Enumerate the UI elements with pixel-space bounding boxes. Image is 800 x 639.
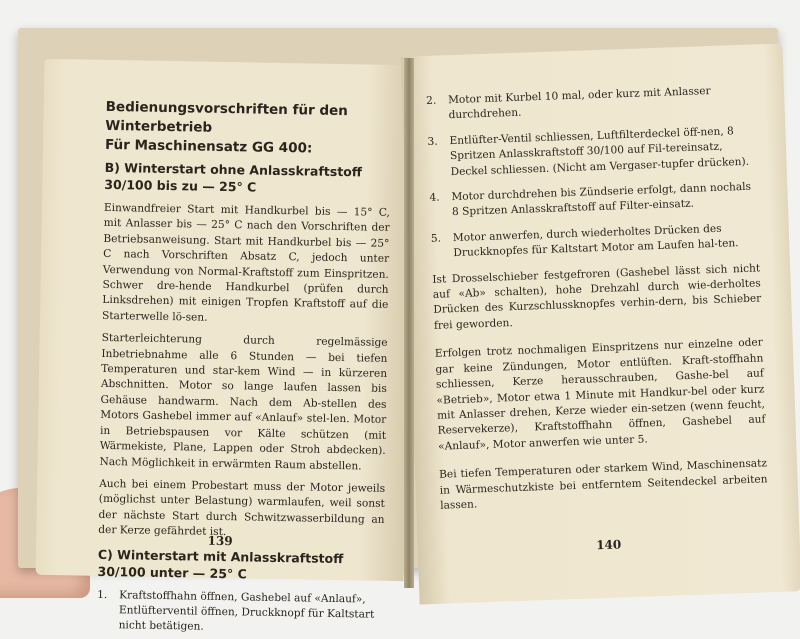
paragraph: Erfolgen trotz nochmaligen Einspritzens nur einzelne oder gar keine Zündungen, Motor entlüften. Kraft-stoffhahn schliessen, Kerze herausschrauben, Gashe-bel auf «Betrieb», Motor etwa 1 Minute mit Handkur-bel oder kurz mit Anlasser drehen, Kerze wieder ein-setzen (wenn feucht, Reservekerze), Kraftstoffhahn öffnen, Gashebel auf «Anlauf», Motor anwerfen wie unter 5. <box>434 336 766 453</box>
item-number: 1. <box>97 588 108 601</box>
item-text: Motor anwerfen, durch wiederholtes Drücken des Druckknopfes für Kaltstart Motor am Laufen hal-ten. <box>452 222 739 260</box>
page-heading: Bedienungsvorschriften für den Winterbetrieb <box>105 98 348 136</box>
page-number: 140 <box>595 537 622 553</box>
list-item <box>431 220 760 262</box>
item-number: 4. <box>429 191 440 204</box>
paragraph: Starterleichterung durch regelmässige Inbetriebnahme alle 6 Stunden — bei tiefen Temperaturen und star-kem Wind — in kürzeren Abschnitten. Motor so lange laufen lassen bis Gehäuse handwarm. Nach dem Ab-stellen des Motors Gashebel immer auf «Anlauf» stel-len. Motor in Betriebspausen vor Kälte schützen (mit Wärmekiste, Plane, Lappen oder Stroh abdecken). Nach Möglichkeit in erwärmten Raum abstellen. <box>99 332 388 472</box>
left-page <box>36 59 413 634</box>
book-spine <box>404 58 414 588</box>
open-booklet <box>18 28 778 634</box>
machine-heading: Für Maschinensatz GG 400: <box>104 136 313 157</box>
list-item <box>427 123 756 181</box>
paragraph: Auch bei einem Probestart muss der Motor jeweils (möglichst unter Belastung) warmlaufen, weil sonst der nächste Start durch Schwitzwasserbildung an der Kerze gefährdet ist. <box>98 477 386 539</box>
section-c-title: C) Winterstart mit Anlasskraftstoff 30/100 unter — 25° C <box>97 546 344 581</box>
paragraph: Bei tiefen Temperaturen oder starkem Wind, Maschinensatz in Wärmeschutzkiste bei entferntem Seitendeckel arbeiten lassen. <box>438 457 768 512</box>
list-item <box>426 83 755 125</box>
paragraph: Einwandfreier Start mit Handkurbel bis — 15° C, mit Anlasser bis — 25° C nach den Vorschriften der Betriebsanweisung. Start mit Handkurbel bis — 25° C nach Vorschriften Absatz C, jedoch unter Verwendung von Normal-Kraftstoff zum Einspritzen. Schwer dre-hende Handkurbel (prüfen durch Linksdrehen) mit einigen Tropfen Kraftstoff auf die Starterwelle lö-sen. <box>101 201 390 324</box>
item-text: Motor mit Kurbel 10 mal, oder kurz mit Anlasser durchdrehen. <box>447 85 711 122</box>
item-text: Kraftstoffhahn öffnen, Gashebel auf «Anlauf», Entlüfterventil öffnen, Druckknopf für Kaltstart nicht betätigen. <box>118 588 375 634</box>
paragraph: Ist Drosselschieber festgefroren (Gashebel lässt sich nicht auf «Ab» schalten), hohe Drehzahl durch wie-derholtes Drücken des Kurzschlussknopfes verhin-dern, bis Schieber frei geworden. <box>432 262 762 332</box>
list-item <box>429 179 758 221</box>
section-c-heading <box>97 545 384 584</box>
right-page <box>401 44 800 605</box>
item-text: Motor durchdrehen bis Zündserie erfolgt, dann nochals 8 Spritzen Anlasskraftstoff auf Filter-einsatz. <box>451 180 752 219</box>
section-b-title: B) Winterstart ohne Anlasskraftstoff 30/100 bis zu — 25° C <box>104 159 363 195</box>
item-number: 5. <box>430 232 442 245</box>
section-b-heading <box>104 159 391 198</box>
page-number: 139 <box>207 533 233 549</box>
item-number: 2. <box>425 94 437 107</box>
item-text: Entlüfter-Ventil schliessen, Luftfilterdeckel öff-nen, 8 Spritzen Anlasskraftstoff 30/100 auf Fil-tereinsatz, Deckel schliessen. (Nicht am Vergaser-tupfer drücken). <box>449 125 750 178</box>
list-item <box>97 587 384 638</box>
item-number: 3. <box>427 135 438 148</box>
